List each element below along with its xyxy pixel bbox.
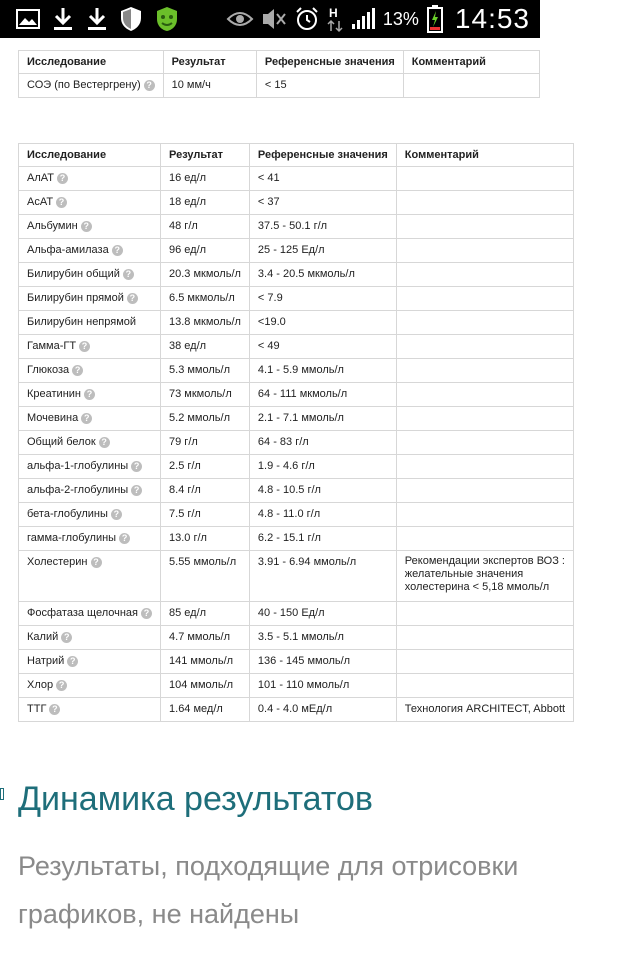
table-row bbox=[19, 74, 540, 98]
help-icon[interactable]: ? bbox=[99, 437, 110, 448]
status-bar-left bbox=[0, 6, 180, 32]
column-header: Комментарий bbox=[403, 51, 539, 74]
column-header: Исследование bbox=[19, 144, 161, 167]
comment-cell bbox=[396, 167, 573, 191]
result-cell: 7.5 г/л bbox=[161, 503, 250, 527]
result-cell: 6.5 мкмоль/л bbox=[161, 287, 250, 311]
result-cell: 20.3 мкмоль/л bbox=[161, 263, 250, 287]
signal-icon bbox=[351, 8, 375, 30]
test-name-cell bbox=[19, 239, 161, 263]
eye-icon bbox=[227, 9, 253, 29]
table-header-row bbox=[19, 51, 540, 74]
test-name-cell bbox=[19, 311, 161, 335]
table-row bbox=[19, 167, 574, 191]
result-cell: 5.2 ммоль/л bbox=[161, 407, 250, 431]
table-row bbox=[19, 503, 574, 527]
reference-cell: 40 - 150 Ед/л bbox=[249, 602, 396, 626]
comment-cell bbox=[396, 407, 573, 431]
table-row bbox=[19, 407, 574, 431]
test-name-cell bbox=[19, 674, 161, 698]
alarm-icon bbox=[295, 7, 319, 31]
help-icon[interactable]: ? bbox=[81, 221, 92, 232]
reference-cell: 3.91 - 6.94 ммоль/л bbox=[249, 551, 396, 602]
result-cell: 5.3 ммоль/л bbox=[161, 359, 250, 383]
test-name-cell bbox=[19, 698, 161, 722]
test-name-cell bbox=[19, 650, 161, 674]
reference-cell: 64 - 111 мкмоль/л bbox=[249, 383, 396, 407]
table-row bbox=[19, 215, 574, 239]
comment-cell bbox=[396, 335, 573, 359]
test-name-cell bbox=[19, 287, 161, 311]
results-table-esr bbox=[18, 50, 540, 98]
test-name: Фосфатаза щелочная bbox=[27, 607, 139, 619]
table-row bbox=[19, 650, 574, 674]
test-name: Хлор bbox=[27, 679, 54, 691]
help-icon[interactable]: ? bbox=[56, 197, 67, 208]
result-cell: 4.7 ммоль/л bbox=[161, 626, 250, 650]
reference-cell: 4.8 - 11.0 г/л bbox=[249, 503, 396, 527]
test-name: альфа-2-глобулины bbox=[27, 484, 129, 496]
reference-cell: < 37 bbox=[249, 191, 396, 215]
test-name: альфа-1-глобулины bbox=[27, 460, 129, 472]
help-icon[interactable]: ? bbox=[127, 293, 138, 304]
test-name: бета-глобулины bbox=[27, 508, 108, 520]
result-cell: 1.64 мед/л bbox=[161, 698, 250, 722]
help-icon[interactable]: ? bbox=[79, 341, 90, 352]
status-bar-right bbox=[227, 0, 530, 38]
test-name: АсАТ bbox=[27, 196, 54, 208]
result-cell: 141 ммоль/л bbox=[161, 650, 250, 674]
table-row bbox=[19, 674, 574, 698]
test-name-cell bbox=[19, 455, 161, 479]
result-cell: 96 ед/л bbox=[161, 239, 250, 263]
test-name: Мочевина bbox=[27, 412, 79, 424]
test-name: СОЭ (по Вестергрену) bbox=[27, 79, 141, 91]
no-charts-message: Результаты, подходящие для отрисовки графиков, не найдены bbox=[18, 851, 519, 929]
help-icon[interactable]: ? bbox=[81, 413, 92, 424]
help-icon[interactable]: ? bbox=[123, 269, 134, 280]
game-icon bbox=[154, 6, 180, 32]
mute-icon bbox=[261, 8, 287, 30]
download-icon bbox=[52, 7, 74, 31]
svg-text:H: H bbox=[328, 6, 338, 20]
help-icon[interactable]: ? bbox=[112, 245, 123, 256]
reference-cell: 3.5 - 5.1 ммоль/л bbox=[249, 626, 396, 650]
test-name-cell bbox=[19, 383, 161, 407]
comment-cell: Рекомендации экспертов ВОЗ : желательные значения холестерина < 5,18 ммоль/л bbox=[396, 551, 573, 602]
comment-cell bbox=[396, 674, 573, 698]
column-header: Комментарий bbox=[396, 144, 573, 167]
results-table-biochemistry bbox=[18, 143, 574, 722]
column-header: Результат bbox=[163, 51, 256, 74]
comment-cell bbox=[396, 602, 573, 626]
table-row bbox=[19, 359, 574, 383]
test-name: гамма-глобулины bbox=[27, 532, 117, 544]
table-row bbox=[19, 311, 574, 335]
table-header-row bbox=[19, 144, 574, 167]
comment-cell bbox=[396, 503, 573, 527]
table-row bbox=[19, 383, 574, 407]
help-icon[interactable]: ? bbox=[56, 680, 67, 691]
test-name-cell bbox=[19, 407, 161, 431]
table-row bbox=[19, 626, 574, 650]
reference-cell: 37.5 - 50.1 г/л bbox=[249, 215, 396, 239]
help-icon[interactable]: ? bbox=[144, 80, 155, 91]
table-row bbox=[19, 335, 574, 359]
column-header: Результат bbox=[161, 144, 250, 167]
help-icon[interactable]: ? bbox=[72, 365, 83, 376]
help-icon[interactable]: ? bbox=[67, 656, 78, 667]
help-icon[interactable]: ? bbox=[57, 173, 68, 184]
help-icon[interactable]: ? bbox=[91, 557, 102, 568]
comment-cell bbox=[396, 215, 573, 239]
test-name: Глюкоза bbox=[27, 364, 70, 376]
table-row bbox=[19, 191, 574, 215]
test-name: Альфа-амилаза bbox=[27, 244, 109, 256]
table-row bbox=[19, 527, 574, 551]
table-row bbox=[19, 551, 574, 602]
reference-cell: 3.4 - 20.5 мкмоль/л bbox=[249, 263, 396, 287]
comment-cell bbox=[396, 311, 573, 335]
test-name-cell bbox=[19, 359, 161, 383]
result-cell: 16 ед/л bbox=[161, 167, 250, 191]
test-name: ТТГ bbox=[27, 703, 47, 715]
column-header: Референсные значения bbox=[249, 144, 396, 167]
result-cell: 79 г/л bbox=[161, 431, 250, 455]
test-name-cell bbox=[19, 167, 161, 191]
test-name: Альбумин bbox=[27, 220, 78, 232]
help-icon[interactable]: ? bbox=[61, 632, 72, 643]
comment-cell bbox=[396, 359, 573, 383]
test-name: Холестерин bbox=[27, 556, 88, 568]
comment-cell bbox=[396, 383, 573, 407]
help-icon[interactable]: ? bbox=[141, 608, 152, 619]
comment-cell bbox=[396, 527, 573, 551]
result-cell: 85 ед/л bbox=[161, 602, 250, 626]
test-name-cell bbox=[19, 263, 161, 287]
result-cell: 8.4 г/л bbox=[161, 479, 250, 503]
test-name: Калий bbox=[27, 631, 59, 643]
table-row bbox=[19, 479, 574, 503]
reference-cell: 0.4 - 4.0 мЕд/л bbox=[249, 698, 396, 722]
comment-cell bbox=[396, 239, 573, 263]
test-name: Гамма-ГТ bbox=[27, 340, 77, 352]
reference-cell: 1.9 - 4.6 г/л bbox=[249, 455, 396, 479]
comment-cell bbox=[396, 479, 573, 503]
column-header: Исследование bbox=[19, 51, 164, 74]
reference-cell: 136 - 145 ммоль/л bbox=[249, 650, 396, 674]
comment-cell bbox=[396, 455, 573, 479]
reference-cell: 64 - 83 г/л bbox=[249, 431, 396, 455]
table-row bbox=[19, 287, 574, 311]
section-title: Динамика результатов bbox=[18, 780, 373, 818]
help-icon[interactable]: ? bbox=[84, 389, 95, 400]
test-name-cell bbox=[19, 215, 161, 239]
table-row bbox=[19, 263, 574, 287]
reference-cell: < 41 bbox=[249, 167, 396, 191]
test-name-cell bbox=[19, 74, 164, 98]
help-icon[interactable]: ? bbox=[131, 485, 142, 496]
column-header: Референсные значения bbox=[256, 51, 403, 74]
test-name-cell bbox=[19, 335, 161, 359]
test-name: Общий белок bbox=[27, 436, 96, 448]
comment-cell: Технология ARCHITECT, Abbott bbox=[396, 698, 573, 722]
test-name: Креатинин bbox=[27, 388, 81, 400]
test-name-cell bbox=[19, 626, 161, 650]
reference-cell: < 7.9 bbox=[249, 287, 396, 311]
reference-cell: 2.1 - 7.1 ммоль/л bbox=[249, 407, 396, 431]
help-icon[interactable]: ? bbox=[49, 704, 60, 715]
test-name: Билирубин прямой bbox=[27, 292, 124, 304]
reference-cell: 4.8 - 10.5 г/л bbox=[249, 479, 396, 503]
test-name: АлАТ bbox=[27, 172, 54, 184]
result-cell: 73 мкмоль/л bbox=[161, 383, 250, 407]
reference-cell: 101 - 110 ммоль/л bbox=[249, 674, 396, 698]
table-row bbox=[19, 431, 574, 455]
reference-cell: 4.1 - 5.9 ммоль/л bbox=[249, 359, 396, 383]
test-name: Билирубин общий bbox=[27, 268, 120, 280]
comment-cell bbox=[396, 650, 573, 674]
test-name-cell bbox=[19, 551, 161, 602]
result-cell: 18 ед/л bbox=[161, 191, 250, 215]
table-row bbox=[19, 602, 574, 626]
test-name: Натрий bbox=[27, 655, 65, 667]
help-icon[interactable]: ? bbox=[131, 461, 142, 472]
comment-cell bbox=[396, 287, 573, 311]
result-cell: 10 мм/ч bbox=[163, 74, 256, 98]
download-icon bbox=[86, 7, 108, 31]
help-icon[interactable]: ? bbox=[119, 533, 130, 544]
reference-cell: < 15 bbox=[256, 74, 403, 98]
gallery-icon bbox=[16, 9, 40, 29]
test-name: Билирубин непрямой bbox=[27, 316, 137, 328]
table-row bbox=[19, 698, 574, 722]
test-name-cell bbox=[19, 431, 161, 455]
clock: 14:53 bbox=[454, 3, 530, 34]
reference-cell: <19.0 bbox=[249, 311, 396, 335]
battery-charging-icon bbox=[427, 5, 443, 33]
result-cell: 5.55 ммоль/л bbox=[161, 551, 250, 602]
reference-cell: < 49 bbox=[249, 335, 396, 359]
result-cell: 104 ммоль/л bbox=[161, 674, 250, 698]
result-cell: 13.8 мкмоль/л bbox=[161, 311, 250, 335]
help-icon[interactable]: ? bbox=[111, 509, 122, 520]
data-icon bbox=[327, 5, 343, 33]
test-name-cell bbox=[19, 527, 161, 551]
comment-cell bbox=[396, 626, 573, 650]
table-row bbox=[19, 239, 574, 263]
result-cell: 48 г/л bbox=[161, 215, 250, 239]
comment-cell bbox=[396, 431, 573, 455]
test-name-cell bbox=[19, 602, 161, 626]
reference-cell: 25 - 125 Ед/л bbox=[249, 239, 396, 263]
comment-cell bbox=[403, 74, 539, 98]
comment-cell bbox=[396, 191, 573, 215]
test-name-cell bbox=[19, 503, 161, 527]
result-cell: 38 ед/л bbox=[161, 335, 250, 359]
section-marker bbox=[0, 788, 4, 800]
reference-cell: 6.2 - 15.1 г/л bbox=[249, 527, 396, 551]
shield-icon bbox=[120, 6, 142, 32]
result-cell: 2.5 г/л bbox=[161, 455, 250, 479]
battery-percent: 13% bbox=[382, 8, 419, 29]
table-row bbox=[19, 455, 574, 479]
result-cell: 13.0 г/л bbox=[161, 527, 250, 551]
test-name-cell bbox=[19, 191, 161, 215]
comment-cell bbox=[396, 263, 573, 287]
test-name-cell bbox=[19, 479, 161, 503]
status-bar bbox=[0, 0, 540, 38]
